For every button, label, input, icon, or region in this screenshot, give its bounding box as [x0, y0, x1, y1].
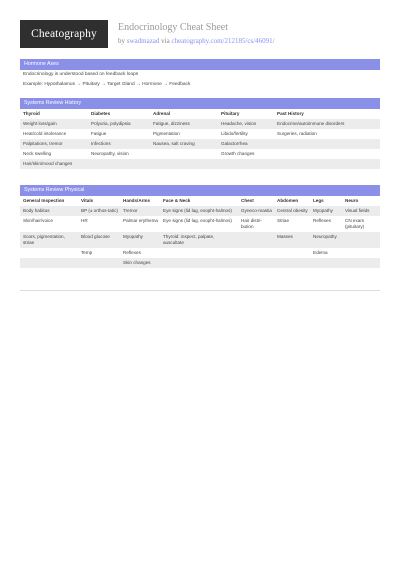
table-cell: Masses	[277, 234, 293, 239]
review-physical-section	[20, 185, 380, 268]
table-cell: Reflexes	[123, 250, 141, 255]
table-cell: Growth changes	[221, 151, 255, 156]
column-header: Neuro	[345, 198, 359, 203]
table-cell	[342, 248, 380, 258]
table-cell: Visual fields	[345, 208, 370, 213]
table-row	[20, 129, 380, 139]
column-header: Vitals	[81, 198, 94, 203]
table-cell: Pigmentation	[153, 131, 180, 136]
table-cell: Galactorrhea	[221, 141, 248, 146]
table-row	[20, 216, 380, 232]
table-cell: Infections	[91, 141, 111, 146]
cheatography-logo[interactable]: Cheatography	[20, 20, 108, 48]
table-cell	[150, 149, 218, 159]
column-header: Adrenal	[153, 111, 171, 116]
table-cell: Surgeries, radiation	[277, 131, 317, 136]
table-cell: Libido/fertility	[221, 131, 248, 136]
via-label: via	[161, 37, 170, 45]
table-cell: Body habitus	[23, 208, 50, 213]
table-cell	[160, 258, 238, 268]
table-cell	[238, 248, 274, 258]
hormone-axes-section	[20, 59, 380, 90]
table-row	[20, 159, 380, 169]
table-cell	[274, 139, 380, 149]
review-history-section	[20, 98, 380, 169]
table-row	[20, 119, 380, 129]
table-cell	[20, 258, 78, 268]
table-cell: Striae	[277, 218, 290, 223]
table-cell: Eye signs (lid lag, exopht-halmos)	[163, 218, 232, 223]
table-cell: Gyneco-mastia	[241, 208, 272, 213]
section-heading: Hormone Axes	[20, 59, 380, 70]
text-line: Endocrinology is understood based on feedback loops	[23, 72, 139, 77]
column-header: Face & Neck	[163, 198, 191, 203]
column-header: Chest	[241, 198, 254, 203]
table-cell: HR	[81, 218, 88, 223]
title-block	[118, 22, 275, 47]
table-cell	[342, 232, 380, 248]
table-row	[20, 248, 380, 258]
table-cell: Hair/skin/mood changes	[23, 161, 73, 166]
table-cell: Fatigue, dizziness	[153, 121, 190, 126]
byline	[118, 36, 275, 47]
table-cell: Reflexes	[313, 218, 331, 223]
table-cell: Edema	[313, 250, 328, 255]
column-header: Pituitary	[221, 111, 240, 116]
table-cell: Central obesity	[277, 208, 308, 213]
table-cell: Nausea, salt craving	[153, 141, 195, 146]
table-cell	[238, 232, 274, 248]
table-cell	[20, 248, 78, 258]
table-cell: Thyroid: inspect, palpate, auscultate	[163, 234, 215, 245]
table-cell: Neuropathy	[313, 234, 337, 239]
table-row	[20, 206, 380, 216]
table-row	[20, 258, 380, 268]
table-cell: Scars, pigmentation, striae	[23, 234, 65, 245]
table-cell: CN exam (pituitary)	[345, 218, 365, 229]
table-cell: Palmar erythema	[123, 218, 158, 223]
table-cell: Neck swelling	[23, 151, 52, 156]
table-cell: BP (± orthos-tatic)	[81, 208, 118, 213]
column-header: Legs	[313, 198, 324, 203]
table-cell: Eye signs (lid lag, exopht-halmos)	[163, 208, 232, 213]
table-cell: Temp	[81, 250, 93, 255]
table-cell	[88, 159, 150, 169]
table-cell: Tremor	[123, 208, 138, 213]
section-divider	[20, 290, 380, 291]
table-cell	[160, 248, 238, 258]
section-heading: Systems Review History	[20, 98, 380, 109]
table-cell: Skin/hair/voice	[23, 218, 53, 223]
table-cell: Blood glucose	[81, 234, 110, 239]
table-cell: Palpitations, tremor	[23, 141, 63, 146]
table-cell	[150, 159, 218, 169]
column-header: Thyroid	[23, 111, 40, 116]
table-cell: Headache, vision	[221, 121, 257, 126]
table-cell: Myopathy	[313, 208, 333, 213]
table-cell: Neuropathy, vision	[91, 151, 129, 156]
table-cell: Skin changes	[123, 260, 151, 265]
table-cell	[218, 159, 274, 169]
table-cell	[274, 149, 380, 159]
table-cell	[342, 258, 380, 268]
page-title: Endocrinology Cheat Sheet	[118, 22, 228, 33]
table-cell: Heat/cold intolerance	[23, 131, 67, 136]
text-line: Example: Hypothalamus → Pituitary → Target Gland → Hormone → Feedback	[23, 82, 191, 87]
author-link[interactable]: swadmazad	[126, 37, 160, 45]
table-cell: Fatigue	[91, 131, 107, 136]
page-header	[20, 20, 380, 56]
section-heading: Systems Review Physical	[20, 185, 380, 196]
column-header: Diabetes	[91, 111, 111, 116]
table-row	[20, 232, 380, 248]
by-label: by	[118, 37, 125, 45]
table-cell	[274, 159, 380, 169]
table-cell	[310, 258, 342, 268]
column-header: Abdomen	[277, 198, 299, 203]
sheet-url-link[interactable]: cheatography.com/212185/cs/46091/	[171, 37, 275, 45]
table-cell: Weight loss/gain	[23, 121, 57, 126]
table-cell: Endocrine/autoimmune disorders	[277, 121, 345, 126]
table-header-row	[20, 109, 380, 119]
column-header: Past History	[277, 111, 304, 116]
table-row	[20, 139, 380, 149]
table-header-row	[20, 196, 380, 206]
table-cell	[274, 248, 310, 258]
table-row	[20, 149, 380, 159]
table-cell: Myopathy	[123, 234, 143, 239]
table-cell	[274, 258, 310, 268]
table-cell	[238, 258, 274, 268]
column-header: General Inspection	[23, 198, 65, 203]
table-cell: Polyuria, polydipsia	[91, 121, 131, 126]
table-cell: Hair distri-bution	[241, 218, 262, 229]
table-cell	[78, 258, 120, 268]
column-header: Hands/Arms	[123, 198, 151, 203]
